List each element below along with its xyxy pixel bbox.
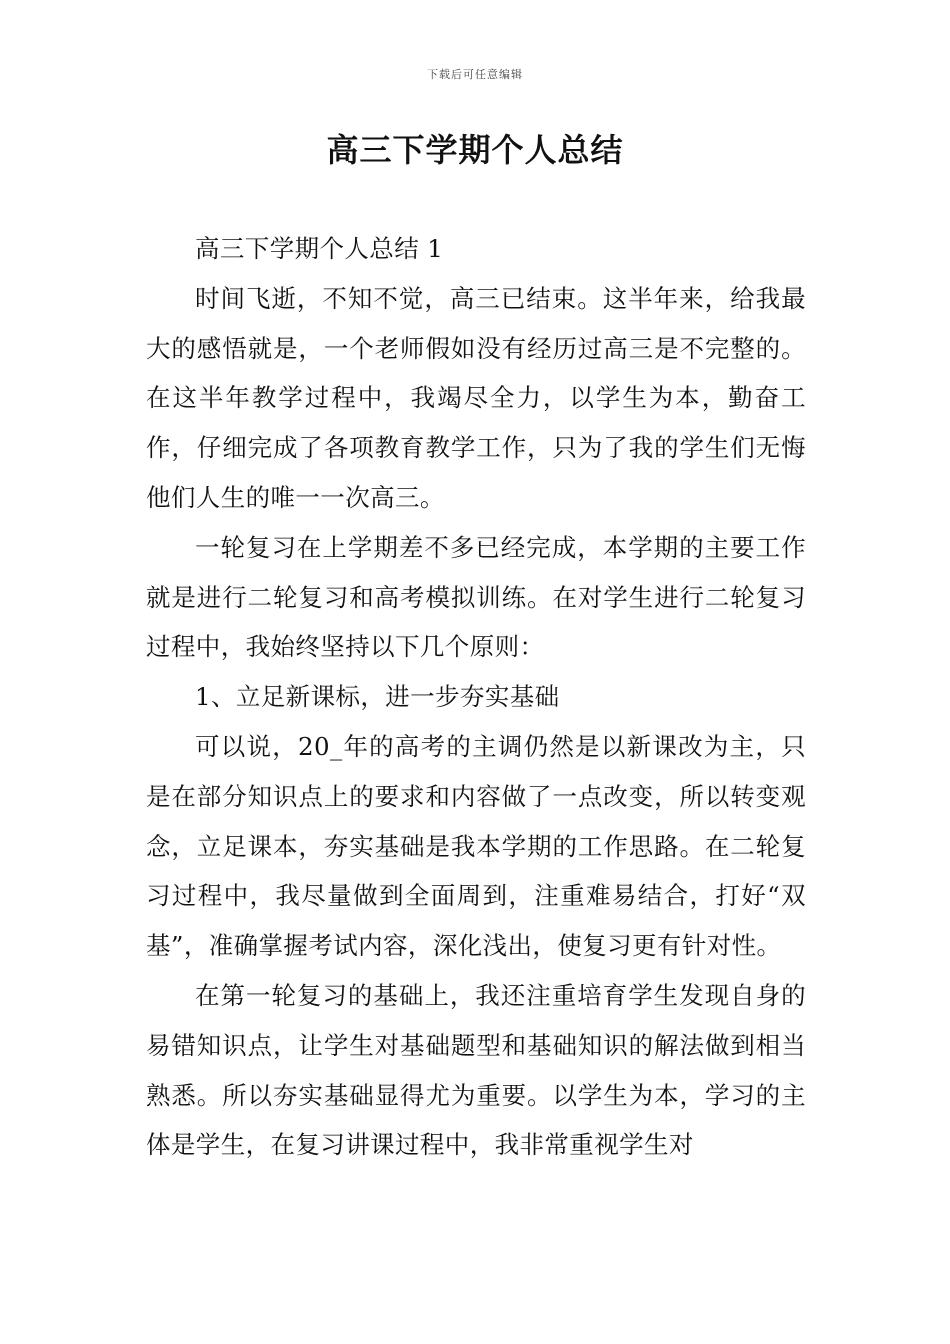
- section-heading: 1、立足新课标，进一步夯实基础: [195, 682, 560, 712]
- paragraph: 可以说，20_年的高考的主调仍然是以新课改为主，只是在部分知识点上的要求和内容做了一点改变，所以转变观念，立足课本，夯实基础是我本学期的工作思路。在二轮复习过程中，我尽量做到全面周到，注重难易结合，打好“双基”，准确掌握考试内容，深化浅出，使复习更有针对性。: [146, 731, 806, 961]
- document-title: 高三下学期个人总结: [326, 131, 624, 169]
- paragraph: 在第一轮复习的基础上，我还注重培育学生发现自身的易错知识点，让学生对基础题型和基础知识的解法做到相当熟悉。所以夯实基础显得尤为重要。以学生为本，学习的主体是学生，在复习讲课过程中，我非常重视学生对: [146, 980, 806, 1160]
- paragraph: 时间飞逝，不知不觉，高三已结束。这半年来，给我最大的感悟就是，一个老师假如没有经历过高三是不完整的。在这半年教学过程中，我竭尽全力，以学生为本，勤奋工作，仔细完成了各项教育教学工作，只为了我的学生们无悔他们人生的唯一一次高三。: [146, 283, 806, 512]
- document-body: [146, 224, 806, 1170]
- paragraph-subtitle: 高三下学期个人总结 1: [195, 234, 444, 263]
- paragraph: 一轮复习在上学期差不多已经完成，本学期的主要工作就是进行二轮复习和高考模拟训练。在对学生进行二轮复习过程中，我始终坚持以下几个原则：: [146, 532, 806, 662]
- header-note: 下载后可任意编辑: [427, 68, 523, 81]
